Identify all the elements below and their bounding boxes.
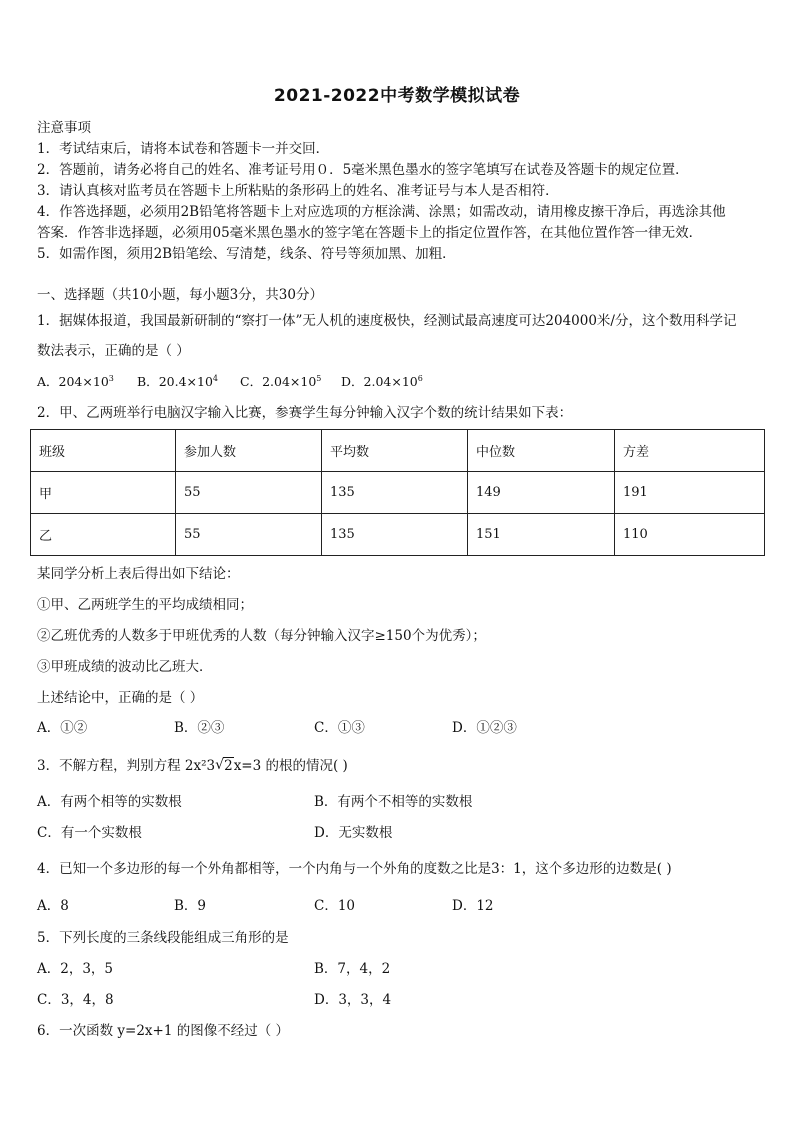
q1-stem-line2: 数法表示，正确的是（ ） (37, 343, 190, 359)
option-exponent: 6 (417, 374, 423, 383)
q1-option-c (240, 374, 321, 390)
table-header-row (31, 430, 765, 472)
option-exponent: 5 (316, 374, 322, 383)
q3-stem (37, 758, 348, 775)
table-cell: 110 (615, 514, 765, 556)
q3-option-c: C．有一个实数根 (37, 825, 142, 841)
option-mantissa: 204×10 (58, 374, 109, 389)
notice-item-1: 1．考试结束后，请将本试卷和答题卡一并交回． (37, 141, 330, 157)
option-letter: B． (137, 374, 159, 389)
q2-option-b: B．②③ (174, 720, 225, 736)
table-cell: 151 (468, 514, 615, 556)
option-mantissa: 20.4×10 (158, 374, 213, 389)
option-exponent: 3 (108, 374, 114, 383)
notice-item-2: 2．答题前，请务必将自己的姓名、准考证号用０．5毫米黑色墨水的签字笔填写在试卷及答题卡的规定位置． (37, 162, 689, 178)
q2-conclusion-2: ②乙班优秀的人数多于甲班优秀的人数（每分钟输入汉字≥150个为优秀）； (37, 628, 486, 644)
notice-item-5: 5．如需作图，须用2B铅笔绘、写清楚，线条、符号等须加黑、加粗． (37, 246, 456, 262)
q2-stem: 2．甲、乙两班举行电脑汉字输入比赛，参赛学生每分钟输入汉字个数的统计结果如下表： (37, 405, 573, 421)
q2-conclusion-1: ①甲、乙两班学生的平均成绩相同； (37, 597, 253, 613)
notice-item-4: 4．作答选择题，必须用2B铅笔将答题卡上对应选项的方框涂满、涂黑；如需改动，请用橡皮擦干净后，再选涂其他 (37, 204, 726, 220)
sqrt-symbol (215, 758, 234, 775)
option-letter: C． (240, 374, 263, 389)
table-header-cell: 方差 (615, 430, 765, 472)
table-cell: 甲 (31, 472, 176, 514)
table-cell: 135 (322, 514, 468, 556)
section-heading: 一、选择题（共10小题，每小题3分，共30分） (37, 287, 323, 303)
q3-option-a: A．有两个相等的实数根 (37, 794, 182, 810)
notice-heading: 注意事项 (37, 120, 91, 136)
radical-sign: √ (215, 757, 225, 773)
q2-option-d: D．①②③ (452, 720, 517, 736)
option-letter: A． (37, 374, 59, 389)
q4-stem: 4．已知一个多边形的每一个外角都相等，一个内角与一个外角的度数之比是3：1，这个多边形的边数是( ) (37, 861, 672, 877)
table-cell: 55 (176, 514, 322, 556)
q5-option-c: C．3，4，8 (37, 992, 114, 1008)
option-exponent: 4 (212, 374, 218, 383)
q3-option-b: B．有两个不相等的实数根 (314, 794, 473, 810)
q5-option-d: D．3，3，4 (314, 992, 392, 1008)
q1-option-a (37, 374, 114, 390)
exam-title: 2021-2022中考数学模拟试卷 (273, 86, 521, 106)
table-row (31, 472, 765, 514)
table-header-cell: 参加人数 (176, 430, 322, 472)
table-cell: 149 (468, 472, 615, 514)
table-cell: 191 (615, 472, 765, 514)
q2-option-c: C．①③ (314, 720, 365, 736)
q5-option-a: A．2，3，5 (37, 961, 114, 977)
table-cell: 135 (322, 472, 468, 514)
table-row (31, 514, 765, 556)
q2-conclusion-3: ③甲班成绩的波动比乙班大． (37, 659, 213, 675)
notice-item-4-cont: 答案．作答非选择题，必须用05毫米黑色墨水的签字笔在答题卡上的指定位置作答，在其他位置作答一律无效． (37, 225, 703, 241)
q5-stem: 5．下列长度的三条线段能组成三角形的是 (37, 930, 289, 946)
table-header-cell: 班级 (31, 430, 176, 472)
q1-option-d (341, 374, 423, 390)
q1-option-b (137, 374, 218, 390)
q4-option-c: C．10 (314, 898, 356, 914)
option-mantissa: 2.04×10 (363, 374, 418, 389)
q2-analysis-intro: 某同学分析上表后得出如下结论： (37, 566, 240, 582)
q3-option-d: D．无实数根 (314, 825, 393, 841)
q1-stem-line1: 1．据媒体报道，我国最新研制的“察打一体”无人机的速度极快，经测试最高速度可达204000米/分，这个数用科学记 (37, 313, 737, 329)
notice-item-3: 3．请认真核对监考员在答题卡上所粘贴的条形码上的姓名、准考证号与本人是否相符． (37, 183, 559, 199)
q6-stem: 6．一次函数 y=2x+1 的图像不经过（ ） (37, 1023, 290, 1039)
q3-stem-suffix: x=3 的根的情况( ) (233, 758, 348, 774)
option-mantissa: 2.04×10 (262, 374, 317, 389)
q2-option-a: A．①② (37, 720, 88, 736)
table-cell: 55 (176, 472, 322, 514)
table-header-cell: 中位数 (468, 430, 615, 472)
table-header-cell: 平均数 (322, 430, 468, 472)
table-cell: 乙 (31, 514, 176, 556)
q3-stem-prefix: 3．不解方程，判别方程 2x²3 (37, 758, 216, 774)
q4-option-d: D．12 (452, 898, 494, 914)
q4-option-b: B．9 (174, 898, 207, 914)
option-letter: D． (341, 374, 364, 389)
radicand: 2 (224, 758, 233, 774)
q2-question: 上述结论中，正确的是（ ） (37, 690, 204, 706)
q5-option-b: B．7，4，2 (314, 961, 391, 977)
q4-option-a: A．8 (37, 898, 69, 914)
score-table (30, 429, 765, 556)
